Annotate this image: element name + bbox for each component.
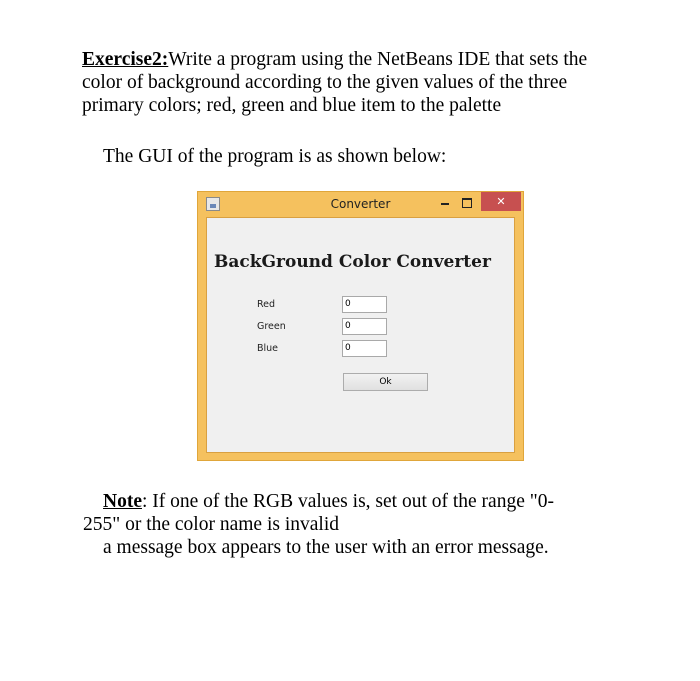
note-text-line-3: a message box appears to the user with an error message. bbox=[103, 537, 549, 558]
exercise-text-line-1: Write a program using the NetBeans IDE that sets the bbox=[168, 49, 588, 70]
note-text-line-1: : If one of the RGB values is, set out of the range "0- bbox=[141, 491, 554, 512]
close-icon: ✕ bbox=[496, 195, 506, 208]
red-label: Red bbox=[257, 299, 276, 310]
close-button[interactable] bbox=[481, 192, 521, 211]
exercise-description bbox=[82, 48, 587, 117]
window-content bbox=[206, 217, 515, 453]
converter-window bbox=[197, 191, 524, 461]
exercise-label: Exercise2: bbox=[82, 49, 169, 70]
maximize-button[interactable] bbox=[460, 196, 474, 210]
window-title: Converter bbox=[330, 197, 391, 211]
minimize-button[interactable] bbox=[438, 196, 452, 210]
exercise-text-line-2: color of background according to the given values of the three bbox=[82, 72, 568, 93]
blue-input[interactable]: 0 bbox=[342, 340, 387, 357]
blue-label: Blue bbox=[257, 343, 279, 354]
note-text-line-2: 255" or the color name is invalid bbox=[83, 514, 339, 535]
window-titlebar[interactable] bbox=[198, 192, 523, 217]
green-input[interactable]: 0 bbox=[342, 318, 387, 335]
note-paragraph bbox=[83, 490, 554, 559]
note-label: Note bbox=[103, 491, 142, 512]
exercise-text-line-3: primary colors; red, green and blue item to the palette bbox=[82, 95, 502, 116]
green-label: Green bbox=[257, 321, 286, 332]
gui-caption: The GUI of the program is as shown below: bbox=[103, 146, 447, 167]
ok-button[interactable]: Ok bbox=[343, 373, 428, 391]
red-input[interactable]: 0 bbox=[342, 296, 387, 313]
app-heading: BackGround Color Converter bbox=[214, 252, 491, 272]
